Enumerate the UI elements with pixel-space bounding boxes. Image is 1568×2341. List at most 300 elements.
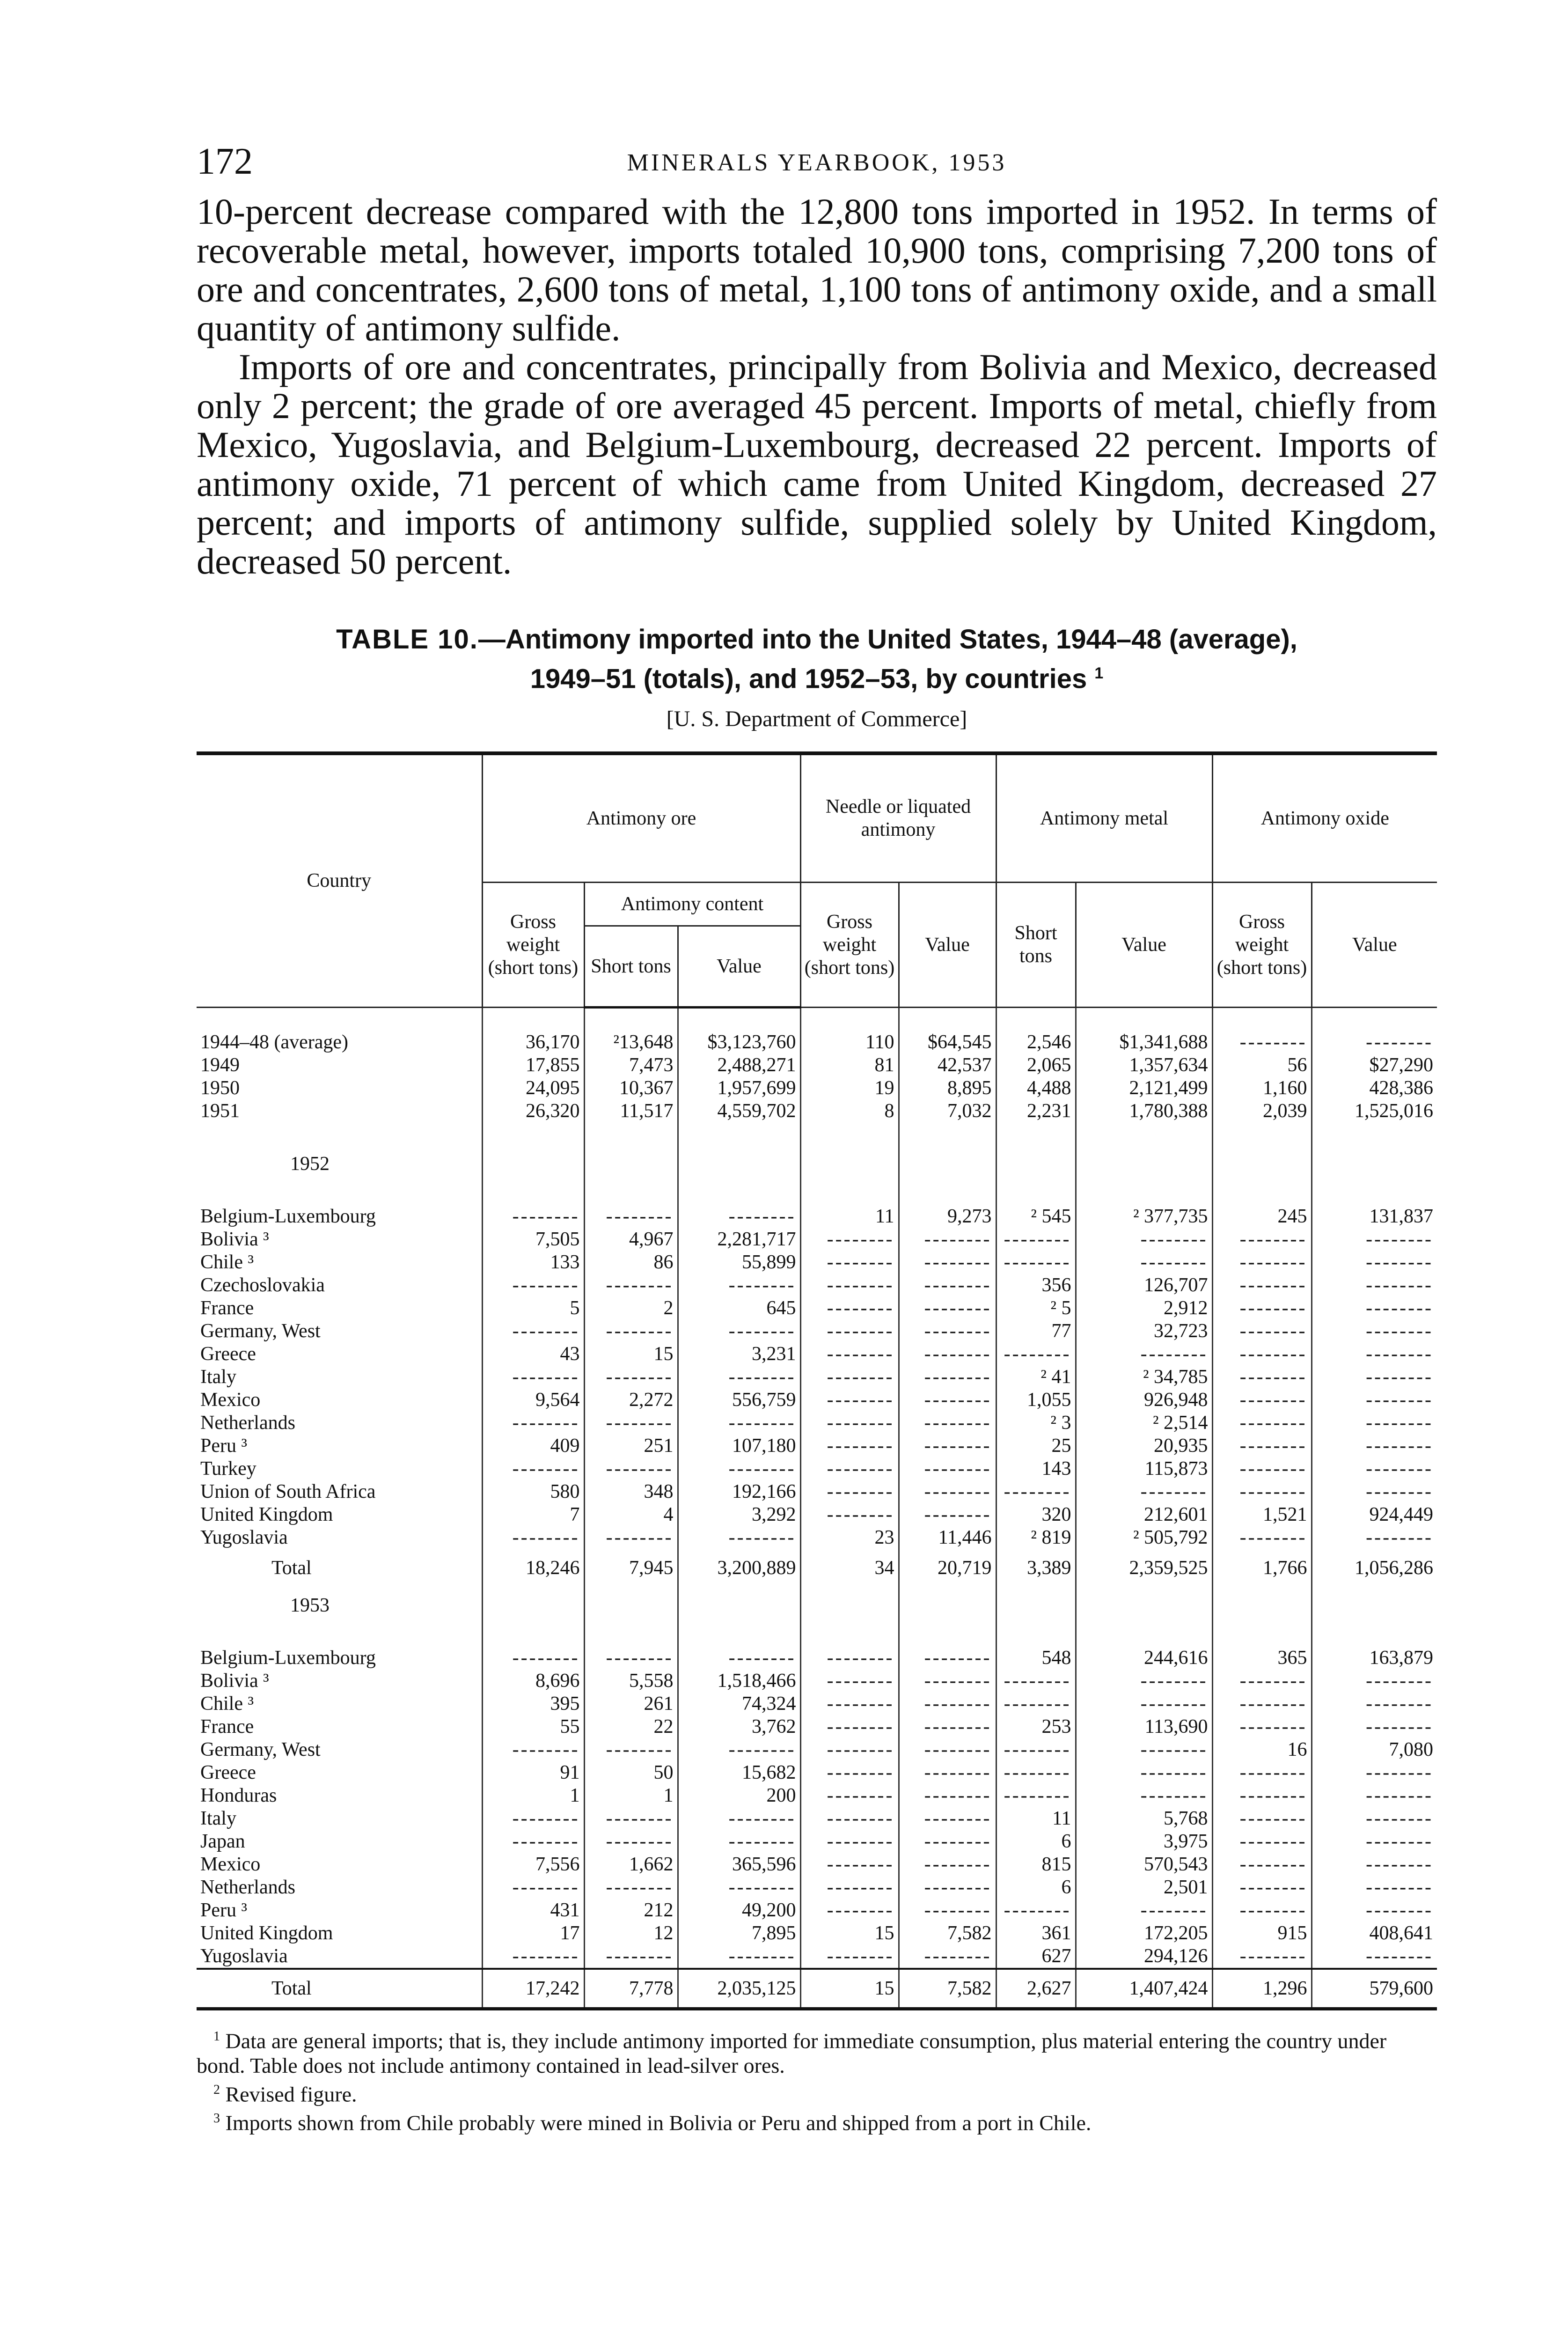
- table-cell: --------: [996, 1899, 1076, 1922]
- table-cell: --------: [1212, 1435, 1312, 1458]
- col-header-oxide: Antimony oxide: [1212, 753, 1437, 883]
- table-cell: --------: [899, 1784, 996, 1807]
- table-cell: 1,357,634: [1076, 1054, 1212, 1077]
- table-cell: --------: [899, 1389, 996, 1412]
- table-row: [197, 1458, 1437, 1480]
- table-cell: --------: [1212, 1320, 1312, 1343]
- col-header-antimony-content: Antimony content: [584, 883, 800, 926]
- table-cell: --------: [996, 1480, 1076, 1503]
- table-cell: ² 41: [996, 1366, 1076, 1389]
- table-cell: 3,200,889: [678, 1549, 800, 1587]
- table-cell: --------: [482, 1647, 584, 1670]
- table-row: [197, 1077, 1437, 1100]
- table-cell: 43: [482, 1343, 584, 1366]
- table-cell: 7,556: [482, 1853, 584, 1876]
- table-cell: --------: [1312, 1031, 1437, 1054]
- table-cell: 1,766: [1212, 1549, 1312, 1587]
- table-cell: $27,290: [1312, 1054, 1437, 1077]
- table-cell: --------: [1212, 1853, 1312, 1876]
- table-cell: 11,517: [584, 1100, 678, 1123]
- row-label: Japan: [200, 1831, 245, 1853]
- table-cell: ² 5: [996, 1297, 1076, 1320]
- table-cell: --------: [1312, 1830, 1437, 1853]
- spacer-row: [197, 1123, 1437, 1145]
- col-header-value: Value: [899, 883, 996, 1008]
- table-cell: --------: [1212, 1784, 1312, 1807]
- row-label: Germany, West: [200, 1739, 321, 1761]
- table-cell: --------: [899, 1503, 996, 1526]
- table-cell: --------: [996, 1761, 1076, 1784]
- table-cell: --------: [482, 1320, 584, 1343]
- table-cell: --------: [899, 1693, 996, 1715]
- table-cell: 11: [996, 1807, 1076, 1830]
- table-cell: --------: [800, 1320, 899, 1343]
- table-cell: 361: [996, 1922, 1076, 1945]
- table-row: [197, 1876, 1437, 1899]
- table-cell: --------: [584, 1320, 678, 1343]
- table-row: [197, 1853, 1437, 1876]
- table-cell: 81: [800, 1054, 899, 1077]
- row-label: Peru ³: [200, 1435, 248, 1457]
- table-cell: --------: [482, 1738, 584, 1761]
- table-cell: 7,080: [1312, 1738, 1437, 1761]
- table-cell: --------: [584, 1412, 678, 1435]
- table-cell: 12: [584, 1922, 678, 1945]
- table-cell: 348: [584, 1480, 678, 1503]
- table-cell: --------: [996, 1670, 1076, 1693]
- table-cell: ²13,648: [584, 1031, 678, 1054]
- table-row: [197, 1670, 1437, 1693]
- table-cell: 408,641: [1312, 1922, 1437, 1945]
- table-cell: --------: [1312, 1480, 1437, 1503]
- table-cell: --------: [1312, 1715, 1437, 1738]
- table-cell: --------: [482, 1526, 584, 1549]
- table-cell: --------: [678, 1807, 800, 1830]
- table-cell: 34: [800, 1549, 899, 1587]
- table-cell: --------: [800, 1853, 899, 1876]
- body-text: [197, 192, 1437, 581]
- table-cell: 2,281,717: [678, 1228, 800, 1251]
- table-cell: 7: [482, 1503, 584, 1526]
- table-cell: 5,768: [1076, 1807, 1212, 1830]
- table-cell: --------: [800, 1647, 899, 1670]
- col-header-value: Value: [678, 926, 800, 1008]
- table-cell: --------: [899, 1715, 996, 1738]
- table-cell: 126,707: [1076, 1274, 1212, 1297]
- table-cell: --------: [800, 1274, 899, 1297]
- table-cell: 2,501: [1076, 1876, 1212, 1899]
- table-cell: 42,537: [899, 1054, 996, 1077]
- table-cell: 17,855: [482, 1054, 584, 1077]
- table-row: [197, 1830, 1437, 1853]
- table-cell: --------: [1212, 1031, 1312, 1054]
- row-label: United Kingdom: [200, 1504, 333, 1526]
- table-cell: --------: [482, 1366, 584, 1389]
- table-cell: --------: [1312, 1320, 1437, 1343]
- table-cell: 428,386: [1312, 1077, 1437, 1100]
- table-cell: 356: [996, 1274, 1076, 1297]
- table-cell: 580: [482, 1480, 584, 1503]
- table-cell: 133: [482, 1251, 584, 1274]
- table-cell: --------: [800, 1876, 899, 1899]
- table-cell: --------: [584, 1274, 678, 1297]
- table-cell: --------: [678, 1738, 800, 1761]
- table-cell: --------: [482, 1830, 584, 1853]
- table-cell: --------: [899, 1876, 996, 1899]
- table-row: [197, 1297, 1437, 1320]
- table-row: [197, 1738, 1437, 1761]
- table-cell: ² 545: [996, 1205, 1076, 1228]
- table-cell: 86: [584, 1251, 678, 1274]
- antimony-imports-table: [197, 751, 1437, 2010]
- table-cell: ² 3: [996, 1412, 1076, 1435]
- table-cell: 24,095: [482, 1077, 584, 1100]
- table-cell: 15: [800, 1922, 899, 1945]
- page-header: [197, 140, 1437, 192]
- table-cell: --------: [1076, 1480, 1212, 1503]
- table-cell: 5: [482, 1297, 584, 1320]
- table-cell: --------: [996, 1228, 1076, 1251]
- table-row: [197, 1251, 1437, 1274]
- table-row: [197, 1343, 1437, 1366]
- row-label: Peru ³: [200, 1899, 248, 1921]
- table-cell: 1,160: [1212, 1077, 1312, 1100]
- table-cell: 55,899: [678, 1251, 800, 1274]
- table-cell: --------: [1312, 1670, 1437, 1693]
- table-cell: ² 377,735: [1076, 1205, 1212, 1228]
- table-cell: 7,505: [482, 1228, 584, 1251]
- table-cell: 926,948: [1076, 1389, 1212, 1412]
- table-cell: 3,389: [996, 1549, 1076, 1587]
- row-label: Total: [197, 1969, 482, 2009]
- table-cell: 2,272: [584, 1389, 678, 1412]
- table-row: [197, 1922, 1437, 1945]
- table-cell: 4: [584, 1503, 678, 1526]
- col-header-gross-weight: Gross weight (short tons): [800, 883, 899, 1008]
- table-cell: --------: [678, 1830, 800, 1853]
- table-cell: 7,895: [678, 1922, 800, 1945]
- table-cell: --------: [1312, 1343, 1437, 1366]
- table-cell: 2,546: [996, 1031, 1076, 1054]
- table-cell: --------: [996, 1738, 1076, 1761]
- table-cell: --------: [1312, 1458, 1437, 1480]
- table-cell: 245: [1212, 1205, 1312, 1228]
- table-cell: --------: [678, 1647, 800, 1670]
- table-cell: --------: [996, 1343, 1076, 1366]
- table-cell: 17: [482, 1922, 584, 1945]
- table-cell: 7,582: [899, 1969, 996, 2009]
- table-cell: --------: [899, 1738, 996, 1761]
- table-cell: 1,957,699: [678, 1077, 800, 1100]
- table-cell: --------: [1312, 1693, 1437, 1715]
- row-label: 1950: [200, 1077, 240, 1099]
- table-cell: --------: [1212, 1343, 1312, 1366]
- table-cell: ² 819: [996, 1526, 1076, 1549]
- table-cell: 19: [800, 1077, 899, 1100]
- table-cell: 22: [584, 1715, 678, 1738]
- table-cell: 556,759: [678, 1389, 800, 1412]
- year-heading: 1953: [290, 1594, 330, 1616]
- year-heading-row: [197, 1587, 1437, 1624]
- table-cell: 107,180: [678, 1435, 800, 1458]
- table-cell: 4,488: [996, 1077, 1076, 1100]
- table-cell: $1,341,688: [1076, 1031, 1212, 1054]
- table-cell: --------: [1212, 1830, 1312, 1853]
- table-cell: 8,895: [899, 1077, 996, 1100]
- table-cell: 579,600: [1312, 1969, 1437, 2009]
- table-cell: 3,292: [678, 1503, 800, 1526]
- table-row: [197, 1031, 1437, 1054]
- table-row: [197, 1412, 1437, 1435]
- table-cell: --------: [1212, 1693, 1312, 1715]
- table-cell: --------: [800, 1389, 899, 1412]
- table-cell: 15: [800, 1969, 899, 2009]
- table-cell: --------: [1076, 1343, 1212, 1366]
- table-cell: 431: [482, 1899, 584, 1922]
- table-row: [197, 1784, 1437, 1807]
- table-cell: 7,032: [899, 1100, 996, 1123]
- table-cell: --------: [996, 1251, 1076, 1274]
- table-cell: --------: [899, 1945, 996, 1969]
- table-row: [197, 1693, 1437, 1715]
- table-cell: --------: [899, 1320, 996, 1343]
- table-cell: 212,601: [1076, 1503, 1212, 1526]
- table-cell: 924,449: [1312, 1503, 1437, 1526]
- table-cell: 627: [996, 1945, 1076, 1969]
- table-cell: --------: [1212, 1389, 1312, 1412]
- table-cell: --------: [899, 1761, 996, 1784]
- table-cell: --------: [1312, 1274, 1437, 1297]
- table-cell: --------: [800, 1435, 899, 1458]
- table-cell: --------: [1076, 1784, 1212, 1807]
- table-cell: 17,242: [482, 1969, 584, 2009]
- table-row: [197, 1480, 1437, 1503]
- table-title-line2: 1949–51 (totals), and 1952–53, by countries: [530, 663, 1087, 694]
- table-cell: 1,518,466: [678, 1670, 800, 1693]
- col-header-country: Country: [197, 753, 482, 1008]
- table-row: [197, 1969, 1437, 2009]
- table-cell: --------: [1212, 1480, 1312, 1503]
- table-cell: --------: [996, 1784, 1076, 1807]
- table-cell: --------: [678, 1458, 800, 1480]
- table-cell: 23: [800, 1526, 899, 1549]
- running-head: MINERALS YEARBOOK, 1953: [627, 149, 1007, 176]
- table-cell: 7,582: [899, 1922, 996, 1945]
- table-cell: --------: [800, 1458, 899, 1480]
- row-label: Total: [271, 1557, 312, 1579]
- table-cell: --------: [482, 1807, 584, 1830]
- table-cell: --------: [899, 1458, 996, 1480]
- table-cell: --------: [1212, 1228, 1312, 1251]
- row-label: Netherlands: [200, 1412, 295, 1434]
- table-cell: 244,616: [1076, 1647, 1212, 1670]
- table-cell: --------: [482, 1876, 584, 1899]
- year-heading: 1952: [290, 1153, 330, 1175]
- table-cell: --------: [800, 1670, 899, 1693]
- table-cell: --------: [1076, 1761, 1212, 1784]
- table-cell: --------: [899, 1366, 996, 1389]
- row-label: Union of South Africa: [200, 1481, 376, 1503]
- table-cell: 7,945: [584, 1549, 678, 1587]
- table-cell: --------: [1212, 1458, 1312, 1480]
- footnote-ref: 1: [1094, 664, 1104, 682]
- row-label: Bolivia ³: [200, 1670, 269, 1692]
- table-cell: --------: [899, 1251, 996, 1274]
- table-cell: 548: [996, 1647, 1076, 1670]
- table-cell: ² 2,514: [1076, 1412, 1212, 1435]
- table-cell: 365: [1212, 1647, 1312, 1670]
- table-cell: --------: [1076, 1228, 1212, 1251]
- table-cell: 5,558: [584, 1670, 678, 1693]
- row-label: Turkey: [200, 1458, 256, 1480]
- table-cell: 253: [996, 1715, 1076, 1738]
- table-cell: --------: [800, 1738, 899, 1761]
- table-cell: --------: [800, 1343, 899, 1366]
- table-cell: 2,488,271: [678, 1054, 800, 1077]
- table-cell: --------: [482, 1274, 584, 1297]
- table-cell: --------: [584, 1647, 678, 1670]
- table-cell: --------: [1212, 1297, 1312, 1320]
- table-cell: --------: [899, 1297, 996, 1320]
- table-cell: --------: [678, 1412, 800, 1435]
- col-header-antimony-ore: Antimony ore: [482, 753, 800, 883]
- table-cell: 645: [678, 1297, 800, 1320]
- col-header-needle: Needle or liquated antimony: [800, 753, 996, 883]
- footnote: $^3$ Imports shown from Chile probably were mined in Bolivia or Peru and shipped from a port in Chile.: [213, 2111, 1092, 2135]
- table-cell: $64,545: [899, 1031, 996, 1054]
- table-source: [U. S. Department of Commerce]: [666, 707, 967, 732]
- paragraph: 10-percent decrease compared with the 12,800 tons imported in 1952. In terms of recoverable metal, however, imports totaled 10,900 tons, comprising 7,200 tons of ore and concentrates, 2,600 tons of metal, 1,100 tons of antimony oxide, and a small quantity of antimony sulfide.: [197, 191, 1437, 348]
- table-cell: --------: [678, 1320, 800, 1343]
- table-cell: 1: [584, 1784, 678, 1807]
- table-cell: --------: [678, 1274, 800, 1297]
- table-cell: 2,359,525: [1076, 1549, 1212, 1587]
- col-header-value: Value: [1312, 883, 1437, 1008]
- table-cell: --------: [899, 1647, 996, 1670]
- table-cell: --------: [584, 1876, 678, 1899]
- table-row: [197, 1274, 1437, 1297]
- col-header-value: Value: [1076, 883, 1212, 1008]
- table-cell: --------: [899, 1853, 996, 1876]
- table-cell: --------: [899, 1435, 996, 1458]
- table-cell: --------: [482, 1412, 584, 1435]
- table-cell: 1,056,286: [1312, 1549, 1437, 1587]
- table-cell: 2,035,125: [678, 1969, 800, 2009]
- table-cell: 815: [996, 1853, 1076, 1876]
- table-cell: 320: [996, 1503, 1076, 1526]
- table-cell: --------: [1312, 1526, 1437, 1549]
- table-cell: --------: [800, 1807, 899, 1830]
- table-cell: --------: [584, 1945, 678, 1969]
- col-header-short-tons: Short tons: [584, 926, 678, 1008]
- table-cell: 3,762: [678, 1715, 800, 1738]
- table-cell: 1,055: [996, 1389, 1076, 1412]
- row-label: Italy: [200, 1366, 236, 1388]
- table-row: [197, 1054, 1437, 1077]
- table-cell: --------: [482, 1205, 584, 1228]
- table-row: [197, 1715, 1437, 1738]
- table-cell: 6: [996, 1876, 1076, 1899]
- table-cell: 56: [1212, 1054, 1312, 1077]
- table-cell: --------: [800, 1251, 899, 1274]
- table-cell: --------: [899, 1412, 996, 1435]
- row-label: 1944–48 (average): [200, 1031, 349, 1053]
- table-row: [197, 1228, 1437, 1251]
- col-header-gross-weight: Gross weight (short tons): [1212, 883, 1312, 1008]
- table-cell: 172,205: [1076, 1922, 1212, 1945]
- table-row: [197, 1366, 1437, 1389]
- table-cell: --------: [678, 1366, 800, 1389]
- spacer-row: [197, 1624, 1437, 1647]
- table-cell: --------: [899, 1343, 996, 1366]
- table-row: [197, 1761, 1437, 1784]
- table-cell: --------: [1312, 1807, 1437, 1830]
- table-cell: 9,564: [482, 1389, 584, 1412]
- table-cell: --------: [1212, 1899, 1312, 1922]
- table-cell: 50: [584, 1761, 678, 1784]
- table-cell: 20,935: [1076, 1435, 1212, 1458]
- table-cell: 3,231: [678, 1343, 800, 1366]
- table-cell: --------: [1212, 1251, 1312, 1274]
- table-cell: 8: [800, 1100, 899, 1123]
- table-cell: 395: [482, 1693, 584, 1715]
- table-cell: --------: [1312, 1389, 1437, 1412]
- table-cell: --------: [1312, 1945, 1437, 1969]
- table-cell: --------: [1212, 1807, 1312, 1830]
- table-caption: [197, 623, 1437, 696]
- table-cell: --------: [899, 1228, 996, 1251]
- table-cell: --------: [1076, 1899, 1212, 1922]
- table-cell: 163,879: [1312, 1647, 1437, 1670]
- page: [197, 140, 1437, 2135]
- table-cell: --------: [996, 1693, 1076, 1715]
- row-label: Yugoslavia: [200, 1527, 288, 1549]
- table-cell: --------: [1076, 1693, 1212, 1715]
- table-cell: 16: [1212, 1738, 1312, 1761]
- table-cell: 7,473: [584, 1054, 678, 1077]
- table-cell: 49,200: [678, 1899, 800, 1922]
- row-label: Mexico: [200, 1854, 261, 1876]
- year-heading-row: [197, 1145, 1437, 1183]
- table-row: [197, 1389, 1437, 1412]
- row-label: Germany, West: [200, 1320, 321, 1342]
- col-header-gross-weight: Gross weight (short tons): [482, 883, 584, 1008]
- table-cell: 1,296: [1212, 1969, 1312, 2009]
- table-cell: --------: [899, 1274, 996, 1297]
- table-cell: --------: [584, 1458, 678, 1480]
- table-cell: --------: [800, 1945, 899, 1969]
- table-cell: 77: [996, 1320, 1076, 1343]
- spacer-row: [197, 1183, 1437, 1205]
- table-cell: 110: [800, 1031, 899, 1054]
- table-cell: --------: [1312, 1435, 1437, 1458]
- table-cell: --------: [678, 1526, 800, 1549]
- table-cell: 32,723: [1076, 1320, 1212, 1343]
- table-cell: --------: [800, 1784, 899, 1807]
- table-cell: --------: [482, 1458, 584, 1480]
- table-body: [197, 1008, 1437, 2009]
- table-row: [197, 1205, 1437, 1228]
- table-cell: --------: [584, 1366, 678, 1389]
- table-row: [197, 1899, 1437, 1922]
- table-cell: 2,627: [996, 1969, 1076, 2009]
- table-cell: --------: [1312, 1899, 1437, 1922]
- table-cell: --------: [1312, 1366, 1437, 1389]
- row-label: Czechoslovakia: [200, 1274, 325, 1296]
- table-cell: 113,690: [1076, 1715, 1212, 1738]
- table-cell: --------: [800, 1228, 899, 1251]
- table-cell: --------: [800, 1761, 899, 1784]
